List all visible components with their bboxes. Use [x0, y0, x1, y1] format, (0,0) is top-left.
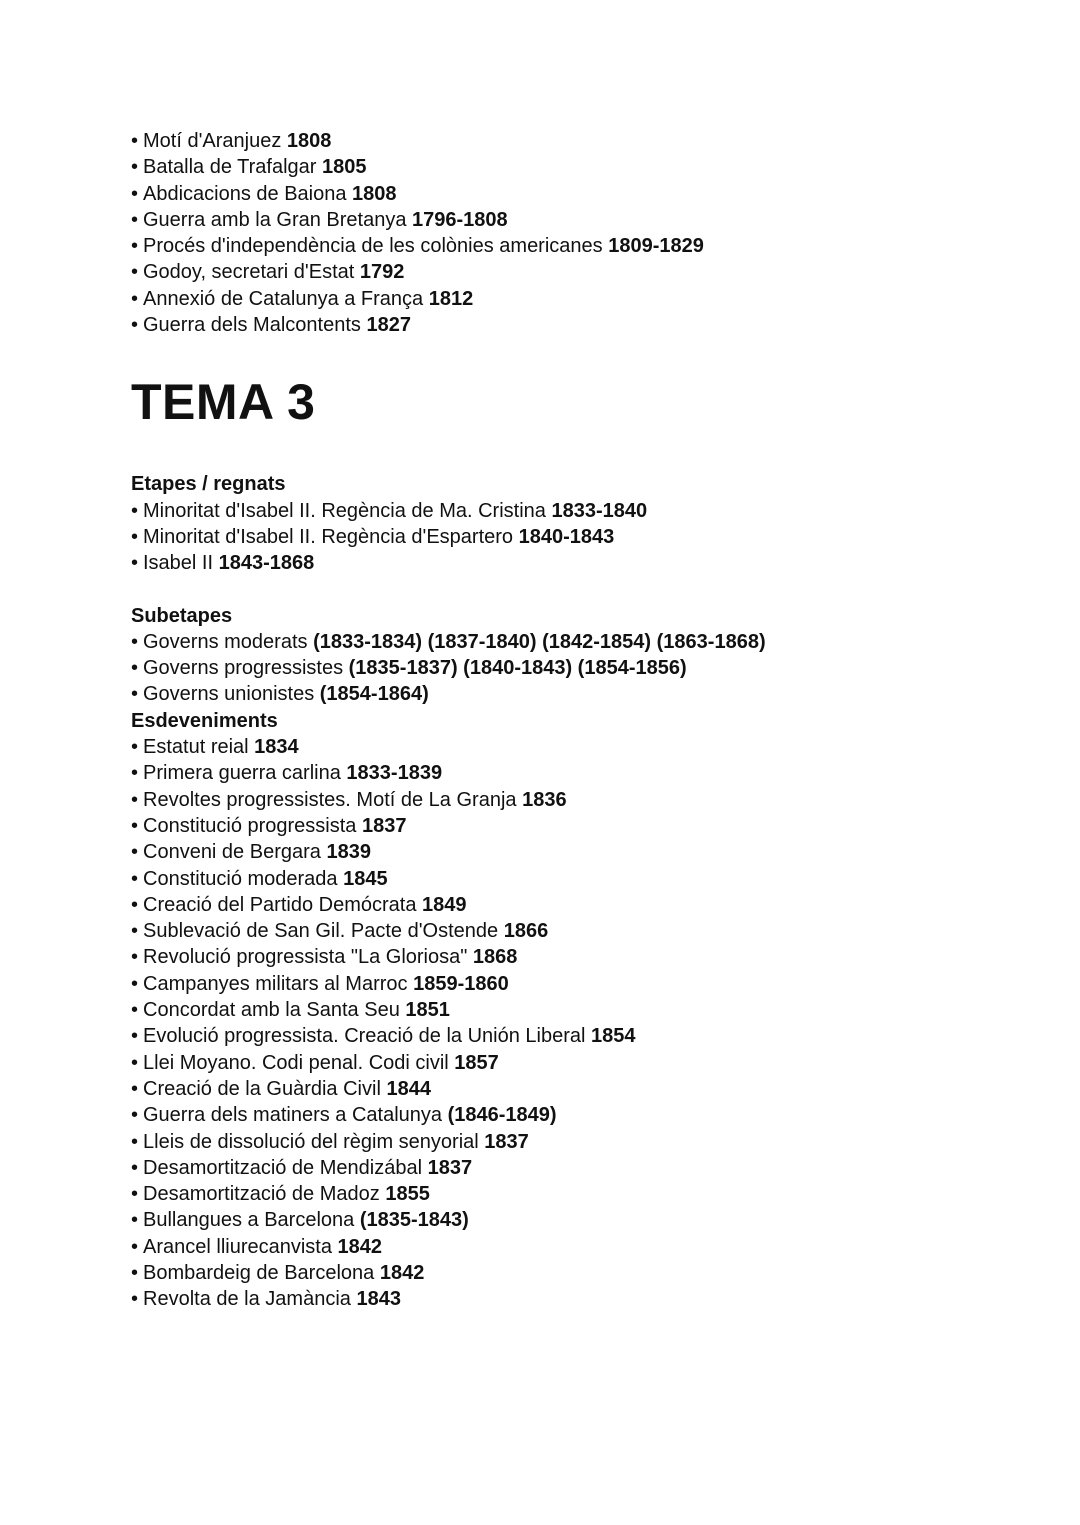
subetapes-list: [131, 629, 1011, 708]
list-item: • Guerra dels Malcontents 1827: [131, 314, 411, 337]
list-item: • Primera guerra carlina 1833-1839: [131, 762, 443, 785]
list-item: • Isabel II 1843-1868: [131, 552, 315, 575]
list-item: • Batalla de Trafalgar 1805: [131, 156, 367, 179]
list-item: • Revolta de la Jamància 1843: [131, 1288, 401, 1311]
list-item: • Guerra dels matiners a Catalunya (1846-1849): [131, 1104, 557, 1127]
list-item: • Minoritat d'Isabel II. Regència d'Espartero 1840-1843: [131, 525, 615, 548]
list-item: • Guerra amb la Gran Bretanya 1796-1808: [131, 208, 508, 231]
list-item: • Lleis de dissolució del règim senyorial 1837: [131, 1130, 529, 1153]
list-item: • Abdicacions de Baiona 1808: [131, 182, 397, 205]
list-item: • Governs progressistes (1835-1837) (1840-1843) (1854-1856): [131, 657, 687, 680]
subetapes-heading: Subetapes: [131, 604, 233, 627]
list-item: • Bullangues a Barcelona (1835-1843): [131, 1209, 469, 1232]
list-item: • Desamortització de Madoz 1855: [131, 1183, 430, 1206]
list-item: • Desamortització de Mendizábal 1837: [131, 1156, 473, 1179]
list-item: • Conveni de Bergara 1839: [131, 841, 371, 864]
list-item: • Campanyes militars al Marroc 1859-1860: [131, 972, 509, 995]
document-page: [131, 128, 1011, 1313]
page-title: TEMA 3: [131, 374, 316, 431]
list-item: • Godoy, secretari d'Estat 1792: [131, 261, 405, 284]
list-item: • Procés d'independència de les colònies americanes 1809-1829: [131, 235, 704, 258]
list-item: • Minoritat d'Isabel II. Regència de Ma. Cristina 1833-1840: [131, 499, 648, 522]
list-item: • Revolució progressista "La Gloriosa" 1868: [131, 946, 518, 969]
list-item: • Annexió de Catalunya a França 1812: [131, 287, 474, 310]
etapes-list: [131, 498, 1011, 577]
list-item: • Governs unionistes (1854-1864): [131, 683, 429, 706]
etapes-heading: Etapes / regnats: [131, 473, 286, 496]
list-item: • Concordat amb la Santa Seu 1851: [131, 999, 450, 1022]
list-item: • Creació del Partido Demócrata 1849: [131, 893, 467, 916]
list-item: • Evolució progressista. Creació de la Unión Liberal 1854: [131, 1025, 636, 1048]
esdeveniments-heading: Esdeveniments: [131, 709, 278, 732]
list-item: • Motí d'Aranjuez 1808: [131, 130, 332, 152]
list-item: • Constitució moderada 1845: [131, 867, 388, 890]
list-item: • Sublevació de San Gil. Pacte d'Ostende 1866: [131, 920, 549, 943]
list-item: • Revoltes progressistes. Motí de La Granja 1836: [131, 788, 567, 811]
intro-event-list: [131, 128, 1011, 338]
esdeveniments-list: [131, 734, 1011, 1313]
list-item: • Governs moderats (1833-1834) (1837-1840) (1842-1854) (1863-1868): [131, 630, 766, 653]
list-item: • Creació de la Guàrdia Civil 1844: [131, 1077, 431, 1100]
list-item: • Arancel lliurecanvista 1842: [131, 1235, 383, 1258]
list-item: • Estatut reial 1834: [131, 736, 299, 759]
list-item: • Bombardeig de Barcelona 1842: [131, 1261, 425, 1284]
list-item: • Constitució progressista 1837: [131, 814, 407, 837]
list-item: • Llei Moyano. Codi penal. Codi civil 1857: [131, 1051, 499, 1074]
